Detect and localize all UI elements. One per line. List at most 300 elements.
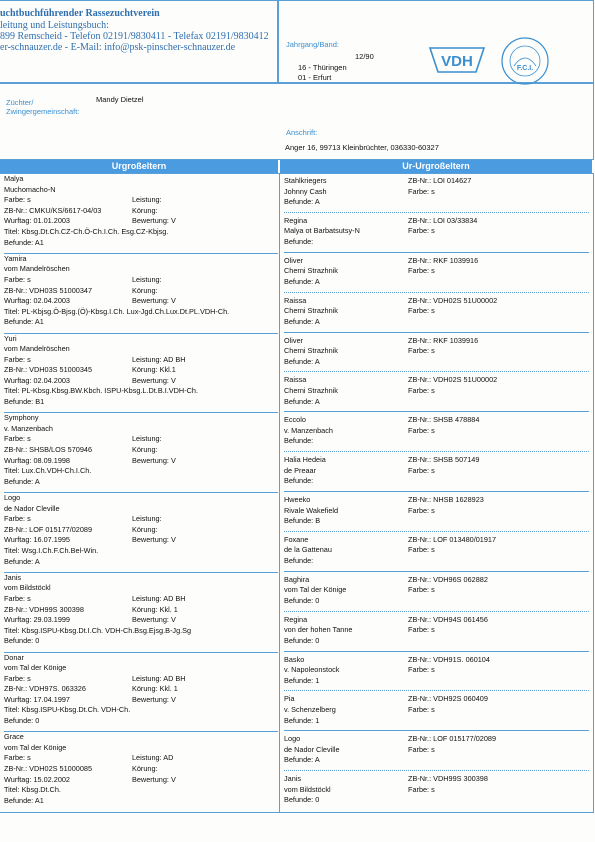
ur-urgrosseltern-cell: [284, 254, 589, 293]
cell-text: ZB-Nr.: CMKU/KS/6617-04/03: [4, 205, 102, 215]
cell-line: [284, 277, 589, 288]
cell-text-right: Farbe: s: [408, 306, 435, 316]
cell-line: [284, 535, 589, 546]
ur-urgrosseltern-cell: [284, 732, 589, 771]
cell-line: [4, 514, 278, 525]
cell-text: Farbe: s: [4, 434, 31, 444]
cell-line: [284, 755, 589, 766]
org-line-3: er-schnauzer.de - E-Mail: info@psk-pinscher-schnauzer.de: [0, 42, 236, 53]
cell-text: Johnny Cash: [284, 186, 327, 196]
cell-text-right: ZB-Nr.: VDH96S 062882: [408, 574, 488, 584]
cell-text: Befunde: A1: [4, 795, 44, 805]
cell-line: [4, 785, 278, 796]
ur-urgrosseltern-cell: [284, 334, 589, 373]
cell-text: Raissa: [284, 295, 307, 305]
urgrosseltern-cell: [4, 573, 278, 653]
cell-line: [284, 506, 589, 517]
cell-text: Befunde:: [284, 436, 314, 446]
cell-line: [284, 585, 589, 596]
cell-text: vom Mandelröschen: [4, 344, 70, 354]
cell-text: ZB-Nr.: VDH03S 51000345: [4, 365, 93, 375]
cell-text-right: Bewertung: V: [132, 216, 176, 226]
cell-text-right: Bewertung: V: [132, 296, 176, 306]
cell-text-right: ZB-Nr.: LOF 013480/01917: [408, 534, 497, 544]
cell-text-right: Farbe: s: [408, 186, 435, 196]
cell-text: Farbe: s: [4, 514, 31, 524]
cell-text-right: Bewertung: V: [132, 694, 176, 704]
cell-text: Baghira: [284, 574, 310, 584]
cell-text: Regina: [284, 614, 308, 624]
cell-line: [4, 535, 278, 546]
cell-line: [284, 237, 589, 248]
ur-urgrosseltern-cell: [284, 453, 589, 492]
cell-line: [4, 174, 278, 185]
owner-address: Anger 16, 99713 Kleinbrüchter, 036330-60327: [285, 143, 439, 152]
cell-text: Oliver: [284, 335, 304, 345]
cell-line: [4, 424, 278, 435]
cell-text: v. Manzenbach: [4, 423, 53, 433]
cell-line: [284, 296, 589, 307]
cell-line: [284, 357, 589, 368]
cell-line: [4, 557, 278, 568]
cell-line: [4, 413, 278, 424]
cell-line: [284, 774, 589, 785]
cell-line: [284, 694, 589, 705]
cell-line: [4, 307, 278, 318]
cell-text-right: Körung:: [132, 285, 158, 295]
cell-text: Befunde: 0: [284, 595, 320, 605]
cell-line: [4, 583, 278, 594]
cell-line: [284, 466, 589, 477]
cell-text: de Preaar: [284, 465, 317, 475]
cell-line: [4, 445, 278, 456]
cell-line: [284, 655, 589, 666]
cell-line: [284, 705, 589, 716]
zwinger-label: Zwingergemeinschaft:: [6, 107, 80, 116]
cell-line: [284, 187, 589, 198]
cell-line: [284, 716, 589, 727]
cell-text: Malya ot Barbatsutsy-N: [284, 226, 360, 236]
cell-text: ZB-Nr.: VDH97S. 063326: [4, 684, 86, 694]
fci-logo: [500, 36, 550, 86]
org-header-box: [0, 0, 279, 84]
cell-text-right: ZB-Nr.: VDH91S. 060104: [408, 654, 490, 664]
cell-text: Regina: [284, 215, 308, 225]
cell-line: [284, 596, 589, 607]
ur-urgrosseltern-grid: [279, 173, 594, 813]
cell-line: [4, 753, 278, 764]
cell-text-right: Körung: Kkl. 1: [132, 604, 178, 614]
cell-text: Cherni Strazhnik: [284, 385, 338, 395]
cell-text: Titel: Kbsg.Dt.Ch.: [4, 785, 61, 795]
cell-text: Muchomacho-N: [4, 184, 56, 194]
cell-text-right: Bewertung: V: [132, 774, 176, 784]
ur-urgrosseltern-cell: [284, 294, 589, 333]
cell-text: Wurftag: 15.02.2002: [4, 774, 70, 784]
cell-line: [284, 676, 589, 687]
cell-line: [4, 264, 278, 275]
cell-line: [284, 745, 589, 756]
cell-line: [4, 206, 278, 217]
ur-urgrosseltern-cell: [284, 214, 589, 253]
cell-text: vom Tal der Könige: [284, 585, 347, 595]
cell-line: [284, 625, 589, 636]
cell-line: [284, 375, 589, 386]
cell-line: [4, 434, 278, 445]
owner-name: Mandy Dietzel: [96, 95, 144, 104]
cell-text: Hweeko: [284, 495, 311, 504]
cell-text: Titel: Kbsg.ISPU-Kbsg.Dt.I.Ch. VDH-Ch.Bsg.Ejsg.B-Jg.Sg: [4, 625, 192, 635]
ur-urgrosseltern-cell: [284, 413, 589, 452]
cell-line: [4, 573, 278, 584]
cell-text: Titel: PL-Kbsg.Kbsg.BW.Kbch. ISPU-Kbsg.L.Dt.B.I.VDH-Ch.: [4, 386, 198, 396]
cell-line: [284, 636, 589, 647]
ur-urgrosseltern-cell: [284, 573, 589, 612]
ur-urgrosseltern-cell: [284, 613, 589, 652]
cell-text-right: ZB-Nr.: RKF 1039916: [408, 335, 479, 345]
cell-text-right: Körung:: [132, 445, 158, 455]
cell-line: [284, 455, 589, 466]
cell-line: [284, 516, 589, 527]
cell-text: v. Schenzelberg: [284, 704, 336, 714]
cell-text: Stahlkriegers: [284, 176, 327, 185]
cell-text-right: Bewertung: V: [132, 535, 176, 545]
cell-text: Cherni Strazhnik: [284, 266, 338, 276]
cell-text: Farbe: s: [4, 274, 31, 284]
cell-text: Yuri: [4, 333, 17, 343]
cell-text: Eccolo: [284, 415, 306, 425]
cell-line: [4, 195, 278, 206]
cell-text-right: Bewertung: V: [132, 615, 176, 625]
cell-text-right: Farbe: s: [408, 465, 435, 475]
cell-text: Befunde:: [284, 237, 314, 247]
cell-line: [4, 546, 278, 557]
cell-line: [4, 227, 278, 238]
cell-line: [4, 674, 278, 685]
cell-text: Befunde: A: [284, 396, 320, 406]
cell-text-right: ZB-Nr.: LOI 014627: [408, 176, 472, 185]
cell-line: [284, 266, 589, 277]
cell-line: [284, 216, 589, 227]
cell-text: vom Tal der Könige: [4, 663, 67, 673]
cell-line: [4, 636, 278, 647]
cell-text: Titel: Wsg.I.Ch.F.Ch.Bel-Win.: [4, 545, 99, 555]
cell-line: [4, 254, 278, 265]
cell-text: Titel: Lux.Ch.VDH-Ch.I.Ch.: [4, 466, 92, 476]
cell-line: [284, 197, 589, 208]
cell-line: [284, 306, 589, 317]
cell-text-right: Farbe: s: [408, 425, 435, 435]
cell-text: Befunde: 0: [284, 795, 320, 805]
org-line-1: leitung und Leistungsbuch:: [0, 20, 109, 31]
cell-text-right: Farbe: s: [408, 266, 435, 276]
cell-text: Halia Hedeia: [284, 455, 326, 465]
cell-text: Donar: [4, 652, 24, 662]
cell-line: [4, 663, 278, 674]
cell-text: Oliver: [284, 255, 304, 265]
cell-text: Grace: [4, 732, 24, 742]
cell-line: [4, 185, 278, 196]
cell-text: Befunde: 0: [4, 716, 40, 726]
cell-line: [4, 238, 278, 249]
cell-text: Malya: [4, 174, 24, 183]
cell-line: [284, 397, 589, 408]
cell-line: [284, 575, 589, 586]
ur-urgrosseltern-cell: [284, 493, 589, 532]
cell-line: [284, 415, 589, 426]
cell-text-right: Leistung:: [132, 195, 162, 205]
cell-text-right: ZB-Nr.: VDH92S 060409: [408, 694, 488, 704]
cell-text: Basko: [284, 654, 305, 664]
cell-text: Janis: [284, 774, 302, 784]
cell-text-right: Farbe: s: [408, 385, 435, 395]
cell-line: [284, 386, 589, 397]
cell-line: [284, 795, 589, 806]
cell-text: Wurftag: 16.07.1995: [4, 535, 70, 545]
region-line-1: 16 - Thüringen: [298, 63, 347, 72]
cell-text-right: ZB-Nr.: SHSB 478884: [408, 415, 480, 425]
cell-line: [284, 615, 589, 626]
urgrosseltern-grid: [0, 173, 280, 813]
cell-text-right: Körung:: [132, 524, 158, 534]
cell-text: v. Manzenbach: [284, 425, 333, 435]
cell-text-right: Körung:: [132, 205, 158, 215]
cell-line: [4, 386, 278, 397]
cell-text-right: ZB-Nr.: SHSB 507149: [408, 455, 480, 465]
col-head-ur-urgrosseltern: Ur-Urgroßeltern: [280, 160, 592, 173]
cell-text-right: Farbe: s: [408, 625, 435, 635]
cell-text-right: Farbe: s: [408, 346, 435, 356]
cell-text-right: Bewertung: V: [132, 455, 176, 465]
cell-line: [4, 605, 278, 616]
cell-text: Pia: [284, 694, 295, 704]
cell-text: Titel: Kbsg.ISPU-Kbsg.Dt.Ch. VDH-Ch.: [4, 705, 131, 715]
urgrosseltern-cell: [4, 174, 278, 254]
cell-line: [284, 336, 589, 347]
cell-text: vom Mandelröschen: [4, 264, 70, 274]
cell-text: Janis: [4, 572, 22, 582]
cell-line: [284, 436, 589, 447]
cell-text: ZB-Nr.: SHSB/LOS 570946: [4, 445, 93, 455]
cell-line: [284, 426, 589, 437]
cell-line: [4, 466, 278, 477]
cell-line: [284, 495, 589, 506]
cell-line: [284, 556, 589, 567]
cell-text-right: Leistung:: [132, 274, 162, 284]
cell-line: [284, 226, 589, 237]
cell-text-right: Farbe: s: [408, 744, 435, 754]
cell-text-right: Bewertung: V: [132, 375, 176, 385]
cell-text: Befunde: A: [284, 755, 320, 765]
cell-text-right: Körung:: [132, 764, 158, 774]
cell-text-right: ZB-Nr.: VDH02S 51U00002: [408, 295, 498, 305]
cell-text: Befunde: 0: [284, 635, 320, 645]
cell-text: Yamira: [4, 253, 27, 263]
ur-urgrosseltern-cell: [284, 772, 589, 811]
cell-text: Befunde:: [284, 476, 314, 486]
jahrgang-value: 12/90: [355, 52, 374, 61]
cell-text: Wurftag: 01.01.2003: [4, 216, 70, 226]
ur-urgrosseltern-cell: [284, 692, 589, 731]
cell-text: Befunde: A1: [4, 317, 44, 327]
cell-text: Wurftag: 17.04.1997: [4, 694, 70, 704]
cell-text: Rivale Wakefield: [284, 505, 339, 515]
cell-text: Farbe: s: [4, 593, 31, 603]
urgrosseltern-cell: [4, 732, 278, 811]
urgrosseltern-cell: [4, 653, 278, 733]
cell-text: Logo: [4, 493, 21, 502]
cell-line: [4, 355, 278, 366]
cell-text: Befunde: A: [284, 197, 320, 207]
cell-line: [4, 216, 278, 227]
cell-text: ZB-Nr.: VDH03S 51000347: [4, 285, 93, 295]
org-line-0: uchtbuchführender Rassezuchtverein: [0, 8, 160, 19]
cell-text: Befunde: A: [284, 356, 320, 366]
cell-line: [4, 764, 278, 775]
cell-line: [284, 545, 589, 556]
cell-text-right: ZB-Nr.: LOF 015177/02089: [408, 734, 497, 744]
cell-line: [4, 275, 278, 286]
cell-line: [4, 653, 278, 664]
cell-line: [4, 334, 278, 345]
cell-text: Befunde:: [284, 556, 314, 566]
cell-line: [284, 476, 589, 487]
cell-text: Befunde: 0: [4, 636, 40, 646]
cell-text-right: Farbe: s: [408, 226, 435, 236]
cell-text: Wurftag: 29.03.1999: [4, 615, 70, 625]
cell-text: Wurftag: 02.04.2003: [4, 296, 70, 306]
cell-line: [4, 344, 278, 355]
cell-line: [284, 317, 589, 328]
cell-line: [4, 286, 278, 297]
cell-line: [284, 346, 589, 357]
cell-line: [4, 525, 278, 536]
cell-text: Titel: PL-Kbjsg.Ö-Bjsg.(Ö)-Kbsg.I.Ch. Lux-Jgd.Ch.Lux.Dt.PL.VDH-Ch.: [4, 306, 230, 316]
urgrosseltern-cell: [4, 334, 278, 414]
ur-urgrosseltern-cell: [284, 174, 589, 213]
cell-text: Befunde: A: [284, 276, 320, 286]
cell-line: [4, 493, 278, 504]
cell-line: [4, 317, 278, 328]
cell-line: [4, 365, 278, 376]
cell-text: vom Bildstöckl: [4, 583, 51, 593]
cell-line: [4, 296, 278, 307]
cell-line: [4, 615, 278, 626]
cell-line: [4, 743, 278, 754]
cell-text-right: Farbe: s: [408, 545, 435, 555]
col-head-urgrosseltern: Urgroßeltern: [0, 160, 278, 173]
cell-text-right: ZB-Nr.: VDH02S 51U00002: [408, 375, 498, 385]
cell-text: Titel: Kbsg.Dt.Ch.CZ-Ch.Ö-Ch.I.Ch. Esg.CZ-Kbjsg.: [4, 226, 169, 236]
region-line-2: 01 - Erfurt: [298, 73, 332, 82]
cell-line: [4, 456, 278, 467]
cell-line: [284, 176, 589, 187]
cell-text-right: Farbe: s: [408, 665, 435, 675]
cell-line: [4, 626, 278, 637]
zuechter-label: Züchter/: [6, 98, 34, 107]
cell-text: Cherni Strazhnik: [284, 306, 338, 316]
cell-text-right: Leistung:: [132, 514, 162, 524]
cell-text-right: ZB-Nr.: VDH99S 300398: [408, 774, 488, 784]
cell-line: [284, 665, 589, 676]
cell-text-right: ZB-Nr.: NHSB 1628923: [408, 495, 484, 504]
cell-text: Befunde: A: [284, 316, 320, 326]
fci-logo-text: F.C.I.: [516, 65, 534, 72]
cell-line: [284, 785, 589, 796]
cell-text-right: Leistung:: [132, 434, 162, 444]
cell-text: v. Napoleonstock: [284, 665, 340, 675]
cell-text-right: Körung: Kkl.1: [132, 365, 176, 375]
cell-text: Logo: [284, 734, 301, 744]
urgrosseltern-cell: [4, 254, 278, 334]
cell-text: Symphony: [4, 413, 39, 423]
cell-text: vom Tal der Könige: [4, 742, 67, 752]
cell-line: [284, 734, 589, 745]
cell-text-right: Körung: Kkl. 1: [132, 684, 178, 694]
cell-text: Befunde: 1: [284, 715, 320, 725]
cell-text: Befunde: B1: [4, 397, 45, 407]
org-line-2: 899 Remscheid - Telefon 02191/9830411 - Telefax 02191/9830412: [0, 31, 269, 42]
cell-text-right: Leistung: AD: [132, 753, 174, 763]
cell-text: Farbe: s: [4, 673, 31, 683]
cell-text: Raissa: [284, 375, 307, 385]
cell-text: Befunde: A1: [4, 237, 44, 247]
cell-text: de Nador Cleville: [4, 503, 60, 513]
cell-text: Wurftag: 08.09.1998: [4, 455, 70, 465]
vdh-logo-text: VDH: [441, 53, 473, 70]
ur-urgrosseltern-cell: [284, 653, 589, 692]
cell-text: Befunde: A: [4, 476, 40, 486]
cell-text: Farbe: s: [4, 354, 31, 364]
anschrift-label: Anschrift:: [286, 128, 318, 137]
cell-line: [4, 695, 278, 706]
cell-text: ZB-Nr.: VDH02S 51000085: [4, 764, 93, 774]
cell-line: [4, 796, 278, 807]
cell-text: ZB-Nr.: LOF 015177/02089: [4, 524, 93, 534]
urgrosseltern-cell: [4, 493, 278, 573]
cell-text: Befunde: A: [4, 556, 40, 566]
cell-text: vom Bildstöckl: [284, 784, 331, 794]
ur-urgrosseltern-cell: [284, 533, 589, 572]
cell-line: [4, 775, 278, 786]
cell-line: [4, 376, 278, 387]
cell-line: [4, 716, 278, 727]
cell-text: de la Gattenau: [284, 545, 332, 555]
cell-text: Farbe: s: [4, 195, 31, 205]
cell-line: [4, 684, 278, 695]
cell-line: [4, 594, 278, 605]
cell-text: Befunde: 1: [284, 675, 320, 685]
cell-line: [4, 705, 278, 716]
cell-line: [4, 504, 278, 515]
cell-text-right: Farbe: s: [408, 704, 435, 714]
cell-text-right: ZB-Nr.: VDH94S 061456: [408, 614, 488, 624]
cell-text-right: ZB-Nr.: RKF 1039916: [408, 255, 479, 265]
cell-text-right: Leistung: AD BH: [132, 354, 186, 364]
cell-text-right: Leistung: AD BH: [132, 673, 186, 683]
cell-text: Farbe: s: [4, 753, 31, 763]
vdh-logo: [428, 44, 486, 74]
ur-urgrosseltern-cell: [284, 373, 589, 412]
cell-text: von der hohen Tanne: [284, 625, 353, 635]
cell-text: Cherni Strazhnik: [284, 346, 338, 356]
cell-text-right: Farbe: s: [408, 784, 435, 794]
cell-text-right: Leistung: AD BH: [132, 593, 186, 603]
cell-line: [284, 256, 589, 267]
cell-text: Wurftag: 02.04.2003: [4, 375, 70, 385]
cell-text: ZB-Nr.: VDH99S 300398: [4, 604, 84, 614]
cell-text: Befunde: B: [284, 516, 321, 526]
